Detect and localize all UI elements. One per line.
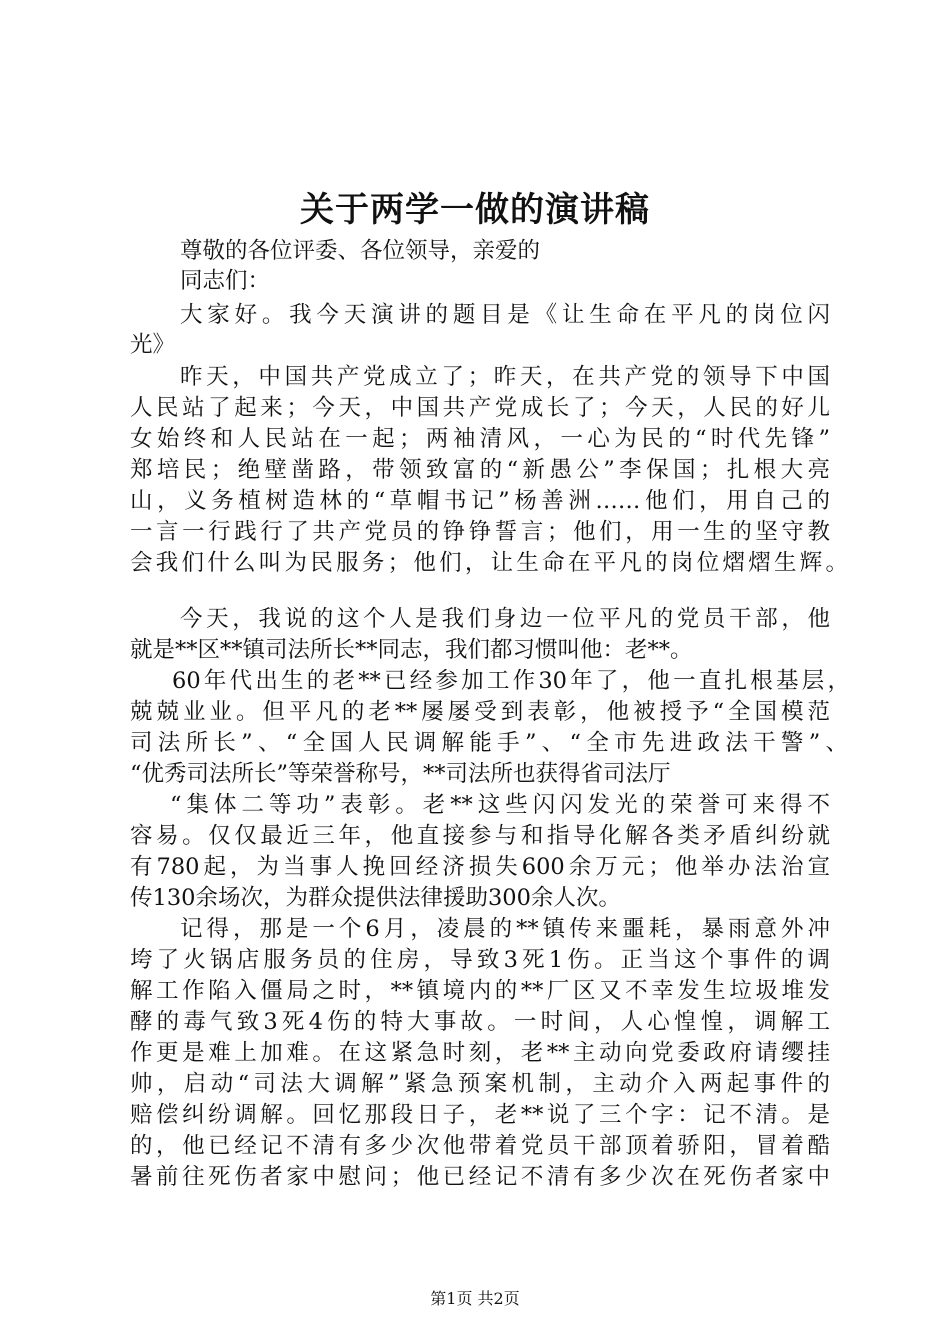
text-line: 人民站了起来；今天，中国共产党成长了；今天，人民的好儿 bbox=[130, 395, 830, 421]
text-line: 记得，那是一个6月，凌晨的**镇传来噩耗，暴雨意外冲 bbox=[180, 916, 830, 942]
text-line: 60年代出生的老**已经参加工作30年了，他一直扎根基层， bbox=[172, 668, 850, 694]
text-line: 昨天，中国共产党成立了；昨天，在共产党的领导下中国 bbox=[180, 364, 830, 390]
text-line: 兢兢业业。但平凡的老**屡屡受到表彰，他被授予“全国模范 bbox=[130, 699, 830, 725]
text-line: 今天，我说的这个人是我们身边一位平凡的党员干部，他 bbox=[180, 606, 830, 632]
text-line: 酵的毒气致3死4伤的特大事故。一时间，人心惶惶，调解工 bbox=[130, 1009, 830, 1035]
document-title: 关于两学一做的演讲稿 bbox=[300, 190, 650, 230]
text-line: 赔偿纠纷调解。回忆那段日子，老**说了三个字：记不清。是 bbox=[130, 1102, 830, 1128]
text-line: 山，义务植树造林的“草帽书记”杨善洲……他们，用自己的 bbox=[130, 488, 830, 514]
text-line: 郑培民；绝壁凿路，带领致富的“新愚公”李保国；扎根大亮 bbox=[130, 457, 830, 483]
text-line: 帅，启动“司法大调解”紧急预案机制，主动介入两起事件的 bbox=[130, 1071, 830, 1097]
text-line: 有780起，为当事人挽回经济损失600余万元；他举办法治宣 bbox=[130, 854, 830, 880]
text-line: 暑前往死伤者家中慰问；他已经记不清有多少次在死伤者家中 bbox=[130, 1164, 830, 1190]
text-line: 同志们： bbox=[180, 268, 271, 294]
text-line: 容易。仅仅最近三年，他直接参与和指导化解各类矛盾纠纷就 bbox=[130, 823, 830, 849]
text-line: 作更是难上加难。在这紧急时刻，老**主动向党委政府请缨挂 bbox=[130, 1040, 830, 1066]
text-line: 一言一行践行了共产党员的铮铮誓言；他们，用一生的坚守教 bbox=[130, 519, 830, 545]
page-number-footer: 第1页 共2页 bbox=[430, 1289, 520, 1308]
text-line: 就是**区**镇司法所长**同志，我们都习惯叫他：老**。 bbox=[130, 637, 693, 663]
text-line: 解工作陷入僵局之时，**镇境内的**厂区又不幸发生垃圾堆发 bbox=[130, 978, 830, 1004]
text-line: 光》 bbox=[130, 332, 176, 358]
text-line: 垮了火锅店服务员的住房，导致3死1伤。正当这个事件的调 bbox=[130, 947, 830, 973]
text-line: 尊敬的各位评委、各位领导，亲爱的 bbox=[180, 238, 541, 264]
text-line: 司法所长”、“全国人民调解能手”、“全市先进政法干警”、 bbox=[130, 730, 848, 756]
text-line: “优秀司法所长”等荣誉称号，**司法所也获得省司法厅 bbox=[130, 761, 671, 787]
text-line: 传130余场次，为群众提供法律援助300余人次。 bbox=[130, 885, 621, 911]
text-line: 大家好。我今天演讲的题目是《让生命在平凡的岗位闪 bbox=[180, 302, 830, 328]
text-line: “集体二等功”表彰。老**这些闪闪发光的荣誉可来得不 bbox=[170, 792, 830, 818]
text-line: 的，他已经记不清有多少次他带着党员干部顶着骄阳，冒着酷 bbox=[130, 1133, 830, 1159]
text-line: 会我们什么叫为民服务；他们，让生命在平凡的岗位熠熠生辉。 bbox=[130, 550, 848, 576]
text-line: 女始终和人民站在一起；两袖清风，一心为民的“时代先锋” bbox=[130, 426, 830, 452]
